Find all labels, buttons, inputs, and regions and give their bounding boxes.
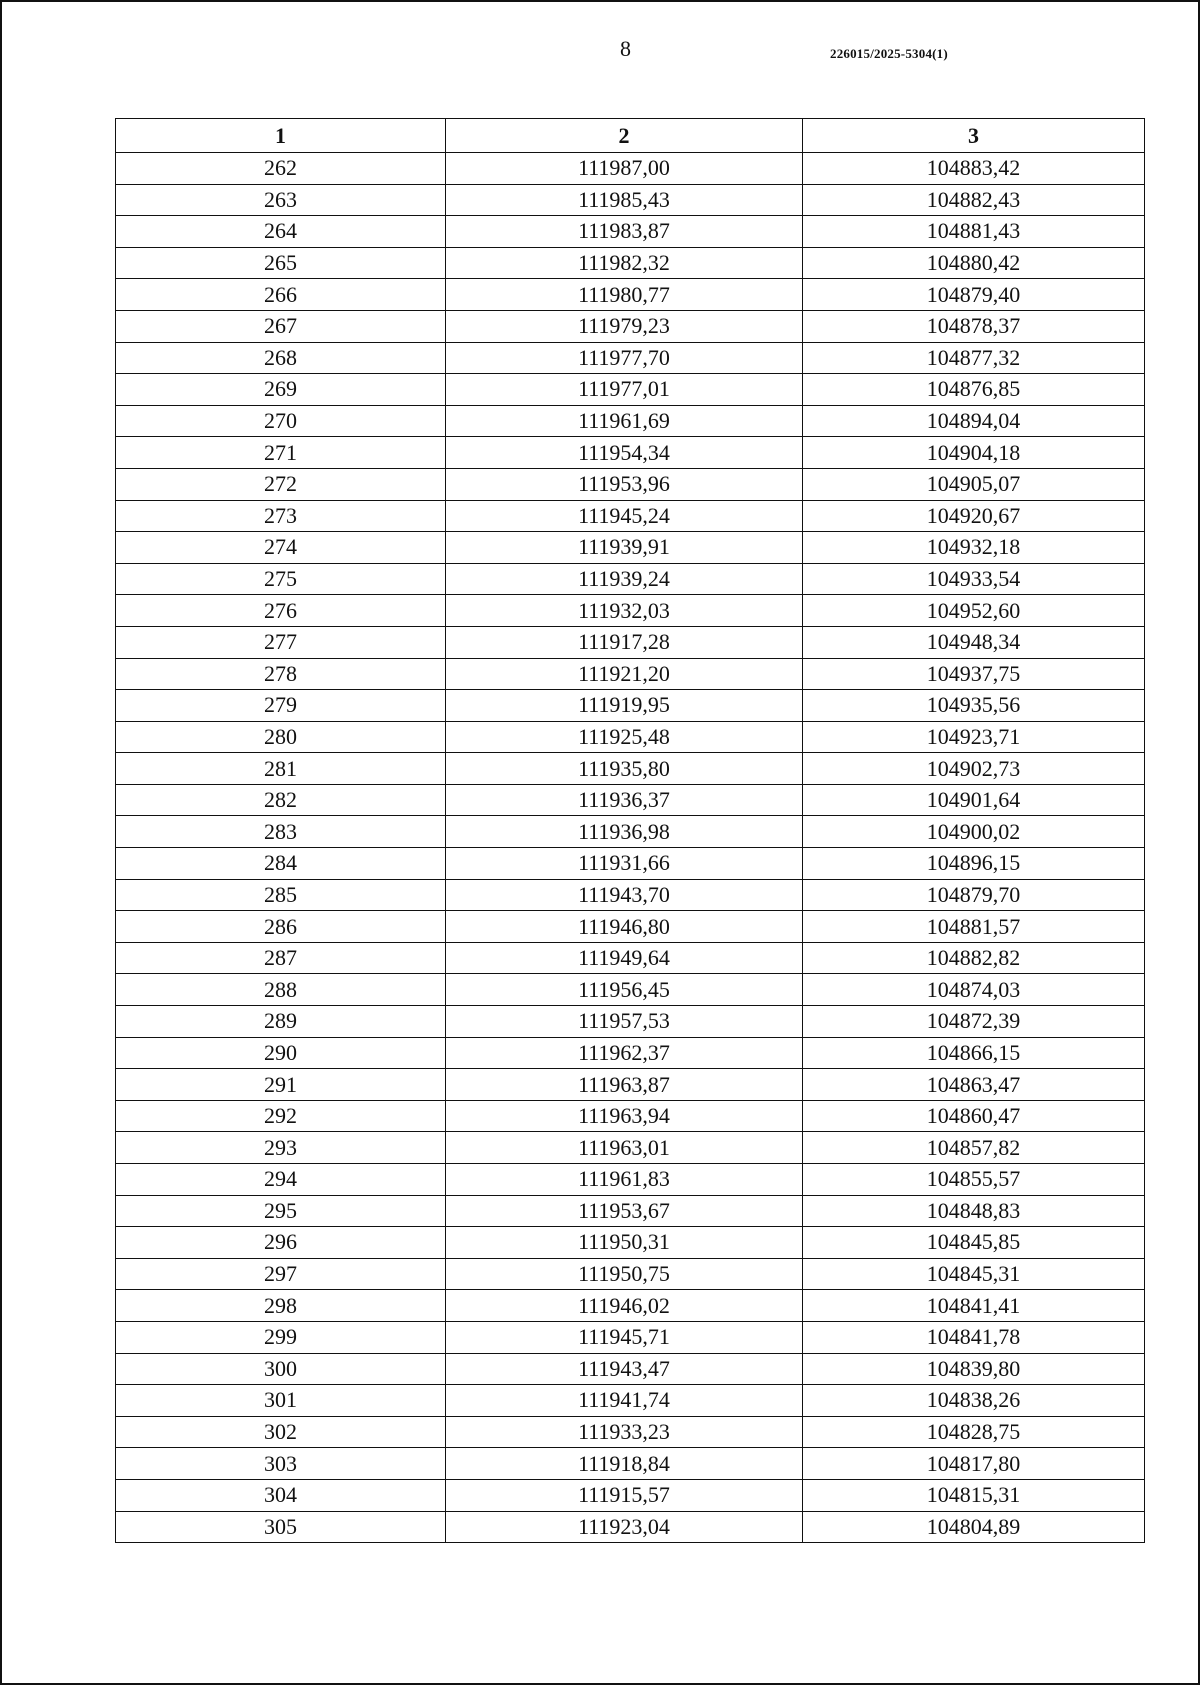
point-number-cell: 290 [116,1037,446,1069]
coordinate-x-cell: 111953,67 [446,1195,803,1227]
coordinate-x-cell: 111977,01 [446,374,803,406]
point-number-cell: 269 [116,374,446,406]
coordinate-y-cell: 104881,43 [803,216,1145,248]
table-row [116,532,1145,564]
point-number-cell: 273 [116,500,446,532]
coordinate-y-cell: 104877,32 [803,342,1145,374]
table-row [116,911,1145,943]
coordinate-y-cell: 104901,64 [803,784,1145,816]
table-row [116,784,1145,816]
coordinate-x-cell: 111987,00 [446,153,803,185]
table-row [116,721,1145,753]
point-number-cell: 279 [116,690,446,722]
table-row [116,1353,1145,1385]
coordinate-y-cell: 104841,41 [803,1290,1145,1322]
coordinate-x-cell: 111946,80 [446,911,803,943]
point-number-cell: 281 [116,753,446,785]
column-header-2: 2 [446,119,803,153]
coordinate-x-cell: 111953,96 [446,468,803,500]
table-row [116,563,1145,595]
table-row [116,1069,1145,1101]
coordinate-x-cell: 111939,24 [446,563,803,595]
point-number-cell: 305 [116,1511,446,1543]
table-row [116,437,1145,469]
coordinate-y-cell: 104828,75 [803,1416,1145,1448]
point-number-cell: 277 [116,626,446,658]
coordinate-x-cell: 111957,53 [446,1006,803,1038]
point-number-cell: 288 [116,974,446,1006]
coordinate-y-cell: 104937,75 [803,658,1145,690]
table-row [116,658,1145,690]
coordinate-y-cell: 104882,43 [803,184,1145,216]
table-row [116,1006,1145,1038]
table-row [116,595,1145,627]
table-row [116,1258,1145,1290]
coordinate-y-cell: 104845,31 [803,1258,1145,1290]
coordinate-x-cell: 111931,66 [446,848,803,880]
coordinate-x-cell: 111962,37 [446,1037,803,1069]
coordinate-y-cell: 104948,34 [803,626,1145,658]
table-row [116,468,1145,500]
table-row [116,1290,1145,1322]
coordinate-y-cell: 104857,82 [803,1132,1145,1164]
coordinate-y-cell: 104905,07 [803,468,1145,500]
coordinate-y-cell: 104876,85 [803,374,1145,406]
coordinate-y-cell: 104866,15 [803,1037,1145,1069]
coordinate-y-cell: 104804,89 [803,1511,1145,1543]
coordinate-y-cell: 104845,85 [803,1227,1145,1259]
table-row [116,1448,1145,1480]
coordinate-x-cell: 111921,20 [446,658,803,690]
table-row [116,374,1145,406]
table-row [116,974,1145,1006]
coordinate-y-cell: 104904,18 [803,437,1145,469]
coordinate-y-cell: 104883,42 [803,153,1145,185]
table-row [116,1195,1145,1227]
coordinate-y-cell: 104932,18 [803,532,1145,564]
point-number-cell: 299 [116,1321,446,1353]
table-row [116,153,1145,185]
coordinate-x-cell: 111983,87 [446,216,803,248]
coordinate-x-cell: 111963,01 [446,1132,803,1164]
coordinate-y-cell: 104855,57 [803,1164,1145,1196]
coordinate-x-cell: 111982,32 [446,247,803,279]
point-number-cell: 291 [116,1069,446,1101]
coordinate-y-cell: 104878,37 [803,310,1145,342]
coordinate-x-cell: 111954,34 [446,437,803,469]
table-row [116,626,1145,658]
point-number-cell: 272 [116,468,446,500]
table-row [116,1037,1145,1069]
coordinate-y-cell: 104894,04 [803,405,1145,437]
document-code: 226015/2025-5304(1) [830,46,948,61]
table-row [116,500,1145,532]
coordinate-x-cell: 111979,23 [446,310,803,342]
coordinate-x-cell: 111950,75 [446,1258,803,1290]
coordinate-y-cell: 104952,60 [803,595,1145,627]
coordinate-x-cell: 111917,28 [446,626,803,658]
coordinate-x-cell: 111963,87 [446,1069,803,1101]
table-row [116,848,1145,880]
coordinate-y-cell: 104935,56 [803,690,1145,722]
point-number-cell: 276 [116,595,446,627]
table-row [116,1511,1145,1543]
point-number-cell: 267 [116,310,446,342]
coordinate-x-cell: 111945,71 [446,1321,803,1353]
point-number-cell: 289 [116,1006,446,1038]
table-row [116,279,1145,311]
coordinate-y-cell: 104896,15 [803,848,1145,880]
coordinate-x-cell: 111943,47 [446,1353,803,1385]
point-number-cell: 262 [116,153,446,185]
table-row [116,1100,1145,1132]
table-row [116,753,1145,785]
point-number-cell: 283 [116,816,446,848]
point-number-cell: 270 [116,405,446,437]
point-number-cell: 298 [116,1290,446,1322]
point-number-cell: 268 [116,342,446,374]
point-number-cell: 293 [116,1132,446,1164]
coordinate-x-cell: 111925,48 [446,721,803,753]
column-header-3: 3 [803,119,1145,153]
coordinate-x-cell: 111985,43 [446,184,803,216]
coordinate-x-cell: 111946,02 [446,1290,803,1322]
coordinate-x-cell: 111932,03 [446,595,803,627]
coordinate-x-cell: 111933,23 [446,1416,803,1448]
coordinate-y-cell: 104880,42 [803,247,1145,279]
coordinate-x-cell: 111961,83 [446,1164,803,1196]
table-row [116,247,1145,279]
coordinate-y-cell: 104900,02 [803,816,1145,848]
coordinate-y-cell: 104920,67 [803,500,1145,532]
point-number-cell: 294 [116,1164,446,1196]
point-number-cell: 285 [116,879,446,911]
coordinate-y-cell: 104817,80 [803,1448,1145,1480]
table-row [116,1227,1145,1259]
coordinate-y-cell: 104879,40 [803,279,1145,311]
table-row [116,216,1145,248]
coordinate-x-cell: 111977,70 [446,342,803,374]
table-row [116,816,1145,848]
table-row [116,1479,1145,1511]
point-number-cell: 266 [116,279,446,311]
point-number-cell: 295 [116,1195,446,1227]
coordinate-x-cell: 111956,45 [446,974,803,1006]
table-row [116,1385,1145,1417]
coordinate-y-cell: 104860,47 [803,1100,1145,1132]
coordinate-y-cell: 104882,82 [803,942,1145,974]
coordinate-y-cell: 104848,83 [803,1195,1145,1227]
coordinate-y-cell: 104881,57 [803,911,1145,943]
coordinate-y-cell: 104879,70 [803,879,1145,911]
coordinates-table [115,118,1145,1543]
table-row [116,1321,1145,1353]
coordinate-x-cell: 111935,80 [446,753,803,785]
table-row [116,1164,1145,1196]
table-row [116,942,1145,974]
table-body [116,153,1145,1543]
point-number-cell: 274 [116,532,446,564]
point-number-cell: 271 [116,437,446,469]
coordinate-y-cell: 104815,31 [803,1479,1145,1511]
point-number-cell: 297 [116,1258,446,1290]
coordinate-x-cell: 111918,84 [446,1448,803,1480]
point-number-cell: 264 [116,216,446,248]
page-number: 8 [620,36,631,61]
coordinate-y-cell: 104872,39 [803,1006,1145,1038]
table-row [116,405,1145,437]
table-row [116,1416,1145,1448]
point-number-cell: 302 [116,1416,446,1448]
point-number-cell: 282 [116,784,446,816]
coordinate-y-cell: 104863,47 [803,1069,1145,1101]
point-number-cell: 263 [116,184,446,216]
column-header-1: 1 [116,119,446,153]
point-number-cell: 286 [116,911,446,943]
coordinate-x-cell: 111943,70 [446,879,803,911]
point-number-cell: 265 [116,247,446,279]
coordinate-x-cell: 111939,91 [446,532,803,564]
point-number-cell: 303 [116,1448,446,1480]
point-number-cell: 304 [116,1479,446,1511]
point-number-cell: 275 [116,563,446,595]
table-row [116,1132,1145,1164]
coordinate-y-cell: 104841,78 [803,1321,1145,1353]
table-row [116,879,1145,911]
coordinate-y-cell: 104923,71 [803,721,1145,753]
table-row [116,342,1145,374]
coordinate-x-cell: 111963,94 [446,1100,803,1132]
coordinate-x-cell: 111941,74 [446,1385,803,1417]
table-row [116,184,1145,216]
point-number-cell: 287 [116,942,446,974]
coordinate-x-cell: 111980,77 [446,279,803,311]
table-row [116,310,1145,342]
point-number-cell: 280 [116,721,446,753]
table-header-row [116,119,1145,153]
coordinate-x-cell: 111919,95 [446,690,803,722]
coordinate-x-cell: 111923,04 [446,1511,803,1543]
point-number-cell: 284 [116,848,446,880]
point-number-cell: 296 [116,1227,446,1259]
coordinate-y-cell: 104902,73 [803,753,1145,785]
point-number-cell: 300 [116,1353,446,1385]
coordinate-x-cell: 111945,24 [446,500,803,532]
coordinate-x-cell: 111915,57 [446,1479,803,1511]
point-number-cell: 278 [116,658,446,690]
coordinate-x-cell: 111961,69 [446,405,803,437]
coordinate-y-cell: 104839,80 [803,1353,1145,1385]
point-number-cell: 301 [116,1385,446,1417]
coordinate-x-cell: 111936,98 [446,816,803,848]
coordinate-y-cell: 104874,03 [803,974,1145,1006]
coordinate-x-cell: 111949,64 [446,942,803,974]
coordinate-y-cell: 104933,54 [803,563,1145,595]
coordinate-x-cell: 111936,37 [446,784,803,816]
coordinate-y-cell: 104838,26 [803,1385,1145,1417]
table-row [116,690,1145,722]
coordinate-x-cell: 111950,31 [446,1227,803,1259]
point-number-cell: 292 [116,1100,446,1132]
